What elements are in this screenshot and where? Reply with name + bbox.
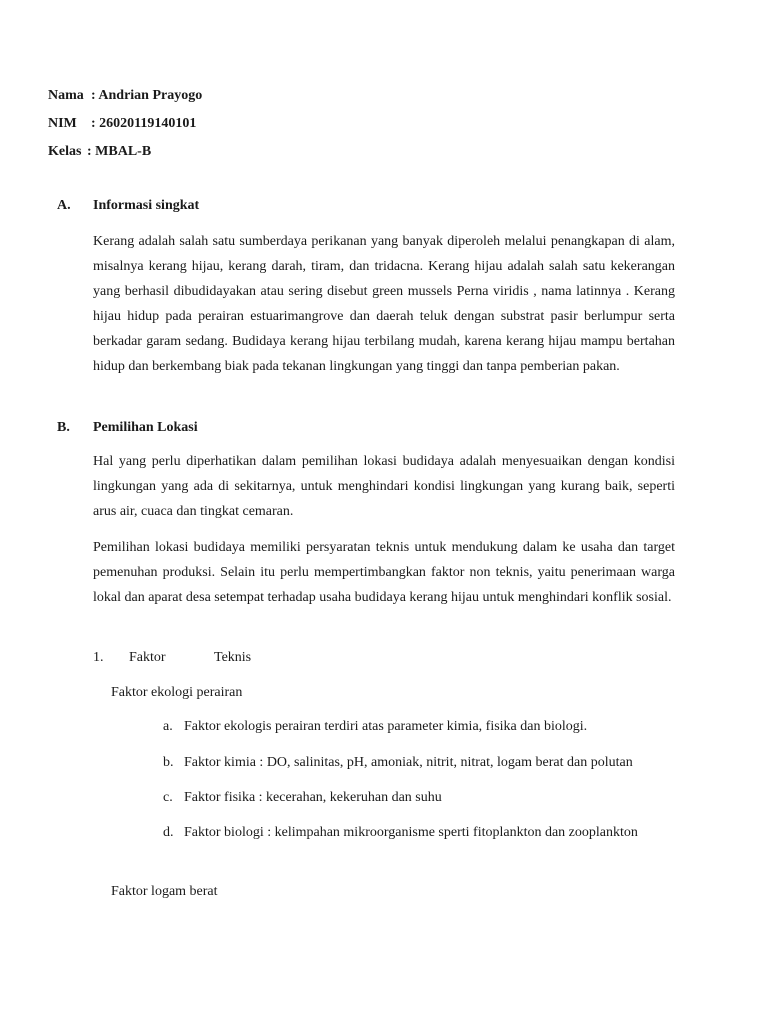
- nim-value: : 26020119140101: [91, 116, 197, 131]
- section-a-title: Informasi singkat: [93, 198, 200, 213]
- nim-label: NIM: [48, 116, 77, 131]
- section-b-paragraph-1: Hal yang perlu diperhatikan dalam pemilihan lokasi budidaya adalah menyesuaikan dengan kondisi lingkungan yang ada di sekitarnya, untuk menghindari kondisi lingkungan yang kurang baik, seperti arus air, cuaca dan tingkat cemaran.: [93, 454, 675, 519]
- ekologi-item-a-marker: a.: [163, 719, 173, 734]
- kelas-label: Kelas: [48, 144, 82, 159]
- ekologi-item-b: Faktor kimia : DO, salinitas, pH, amoniak, nitrit, nitrat, logam berat dan polutan: [184, 755, 633, 770]
- ekologi-heading: Faktor ekologi perairan: [111, 685, 243, 700]
- nama-label: Nama: [48, 88, 84, 103]
- list-word-faktor: Faktor: [129, 650, 166, 665]
- section-b-letter: B.: [57, 420, 70, 435]
- list-number: 1.: [93, 650, 104, 665]
- ekologi-item-c: Faktor fisika : kecerahan, kekeruhan dan suhu: [184, 790, 442, 805]
- ekologi-item-d: Faktor biologi : kelimpahan mikroorganisme sperti fitoplankton dan zooplankton: [184, 825, 638, 840]
- ekologi-item-b-marker: b.: [163, 755, 174, 770]
- nama-value: : Andrian Prayogo: [91, 88, 203, 103]
- section-a-letter: A.: [57, 198, 71, 213]
- logam-heading: Faktor logam berat: [111, 884, 218, 899]
- list-word-teknis: Teknis: [214, 650, 252, 665]
- section-b-paragraph-2: Pemilihan lokasi budidaya memiliki persyaratan teknis untuk mendukung dalam ke usaha dan target pemenuhan produksi. Selain itu perlu mempertimbangkan faktor non teknis, yaitu penerimaan warga lokal dan aparat desa setempat terhadap usaha budidaya kerang hijau untuk menghindari konflik sosial.: [93, 540, 675, 605]
- section-b-title: Pemilihan Lokasi: [93, 420, 198, 435]
- section-a-paragraph: Kerang adalah salah satu sumberdaya perikanan yang banyak diperoleh melalui penangkapan di alam, misalnya kerang hijau, kerang darah, tiram, dan tridacna. Kerang hijau adalah salah satu kekerangan yang berhasil dibudidayakan atau sering disebut green mussels Perna viridis , nama latinnya . Kerang hijau hidup pada perairan estuarimangrove dan daerah teluk dengan substrat pasir berlumpur serta berkadar garam sedang. Budidaya kerang hijau terbilang mudah, karena kerang hijau mampu bertahan hidup dan berkembang biak pada tekanan lingkungan yang tinggi dan tanpa pemberian pakan.: [93, 234, 675, 374]
- ekologi-item-a: Faktor ekologis perairan terdiri atas parameter kimia, fisika dan biologi.: [184, 719, 588, 734]
- ekologi-item-d-marker: d.: [163, 825, 174, 840]
- ekologi-item-c-marker: c.: [163, 790, 173, 805]
- kelas-value: : MBAL-B: [87, 144, 152, 159]
